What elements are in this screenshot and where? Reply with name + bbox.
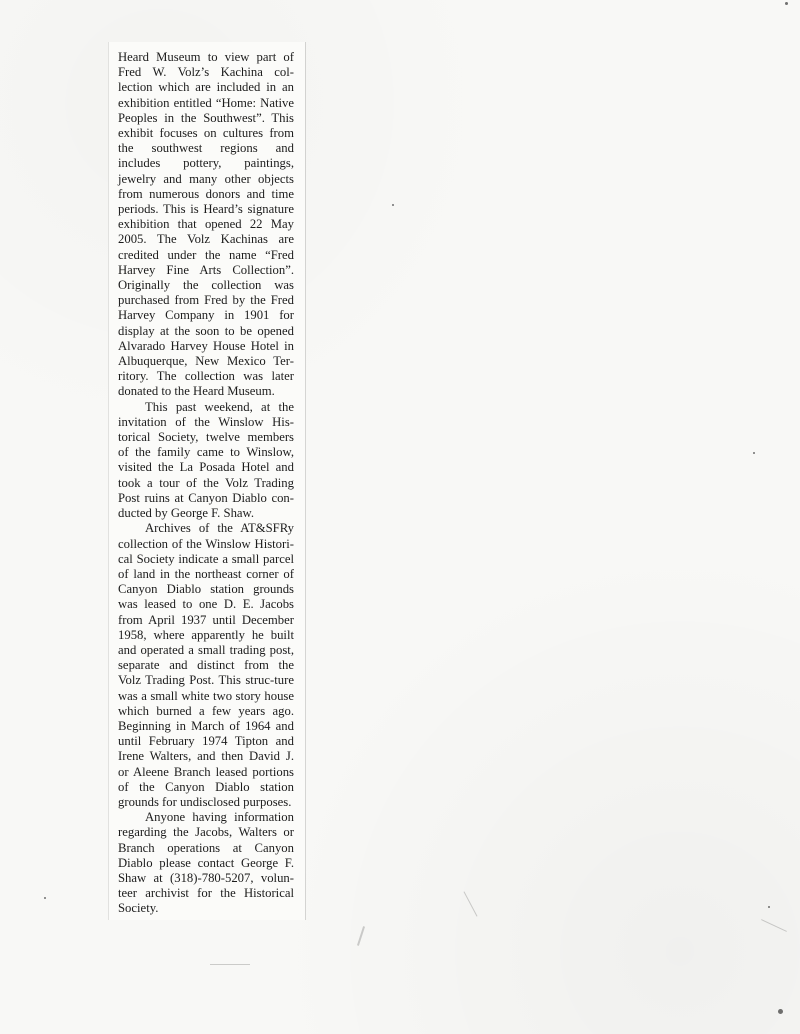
scan-mark	[463, 891, 477, 916]
article-column	[118, 50, 294, 917]
scan-speck	[392, 204, 394, 206]
scan-mark	[357, 926, 365, 946]
article-paragraph-1: Heard Museum to view part of Fred W. Volz’s Kachina col-lection which are included in an exhibition entitled “Home: Native Peoples in the Southwest”. This exhibit focuses on cultures from the southwest regions and includes pottery, paintings, jewelry and many other objects from numerous donors and time periods. This is Heard’s signature exhibition that opened 22 May 2005. The Volz Kachinas are credited under the name “Fred Harvey Fine Arts Collection”. Originally the collection was purchased from Fred by the Fred Harvey Company in 1901 for display at the soon to be opened Alvarado Harvey House Hotel in Albuquerque, New Mexico Ter-ritory. The collection was later donated to the Heard Museum.	[118, 50, 294, 399]
clipping-right-edge	[305, 42, 306, 920]
article-paragraph-4: Anyone having information regarding the Jacobs, Walters or Branch operations at Canyon Diablo please contact George F. Shaw at (318)-780-5207, volun-teer archivist for the Historical Society.	[118, 810, 294, 916]
scan-speck	[768, 906, 770, 908]
scan-speck	[778, 1009, 783, 1014]
scan-speck	[753, 452, 755, 454]
article-paragraph-3: Archives of the AT&SFRy collection of the Winslow Histori-cal Society indicate a small parcel of land in the northeast corner of Canyon Diablo station grounds was leased to one D. E. Jacobs from April 1937 until December 1958, where apparently he built and operated a small trading post, separate and distinct from the Volz Trading Post. This struc-ture was a small white two story house which burned a few years ago. Beginning in March of 1964 and until February 1974 Tipton and Irene Walters, and then David J. or Aleene Branch leased portions of the Canyon Diablo station grounds for undisclosed purposes.	[118, 521, 294, 809]
scan-speck	[44, 897, 46, 899]
scan-mark	[210, 964, 250, 965]
scan-mark	[761, 919, 787, 932]
scan-speck	[785, 2, 788, 5]
article-paragraph-2: This past weekend, at the invitation of the Winslow His-torical Society, twelve members of the family came to Winslow, visited the La Posada Hotel and took a tour of the Volz Trading Post ruins at Canyon Diablo con-ducted by George F. Shaw.	[118, 399, 294, 521]
clipping-left-edge	[108, 42, 109, 920]
